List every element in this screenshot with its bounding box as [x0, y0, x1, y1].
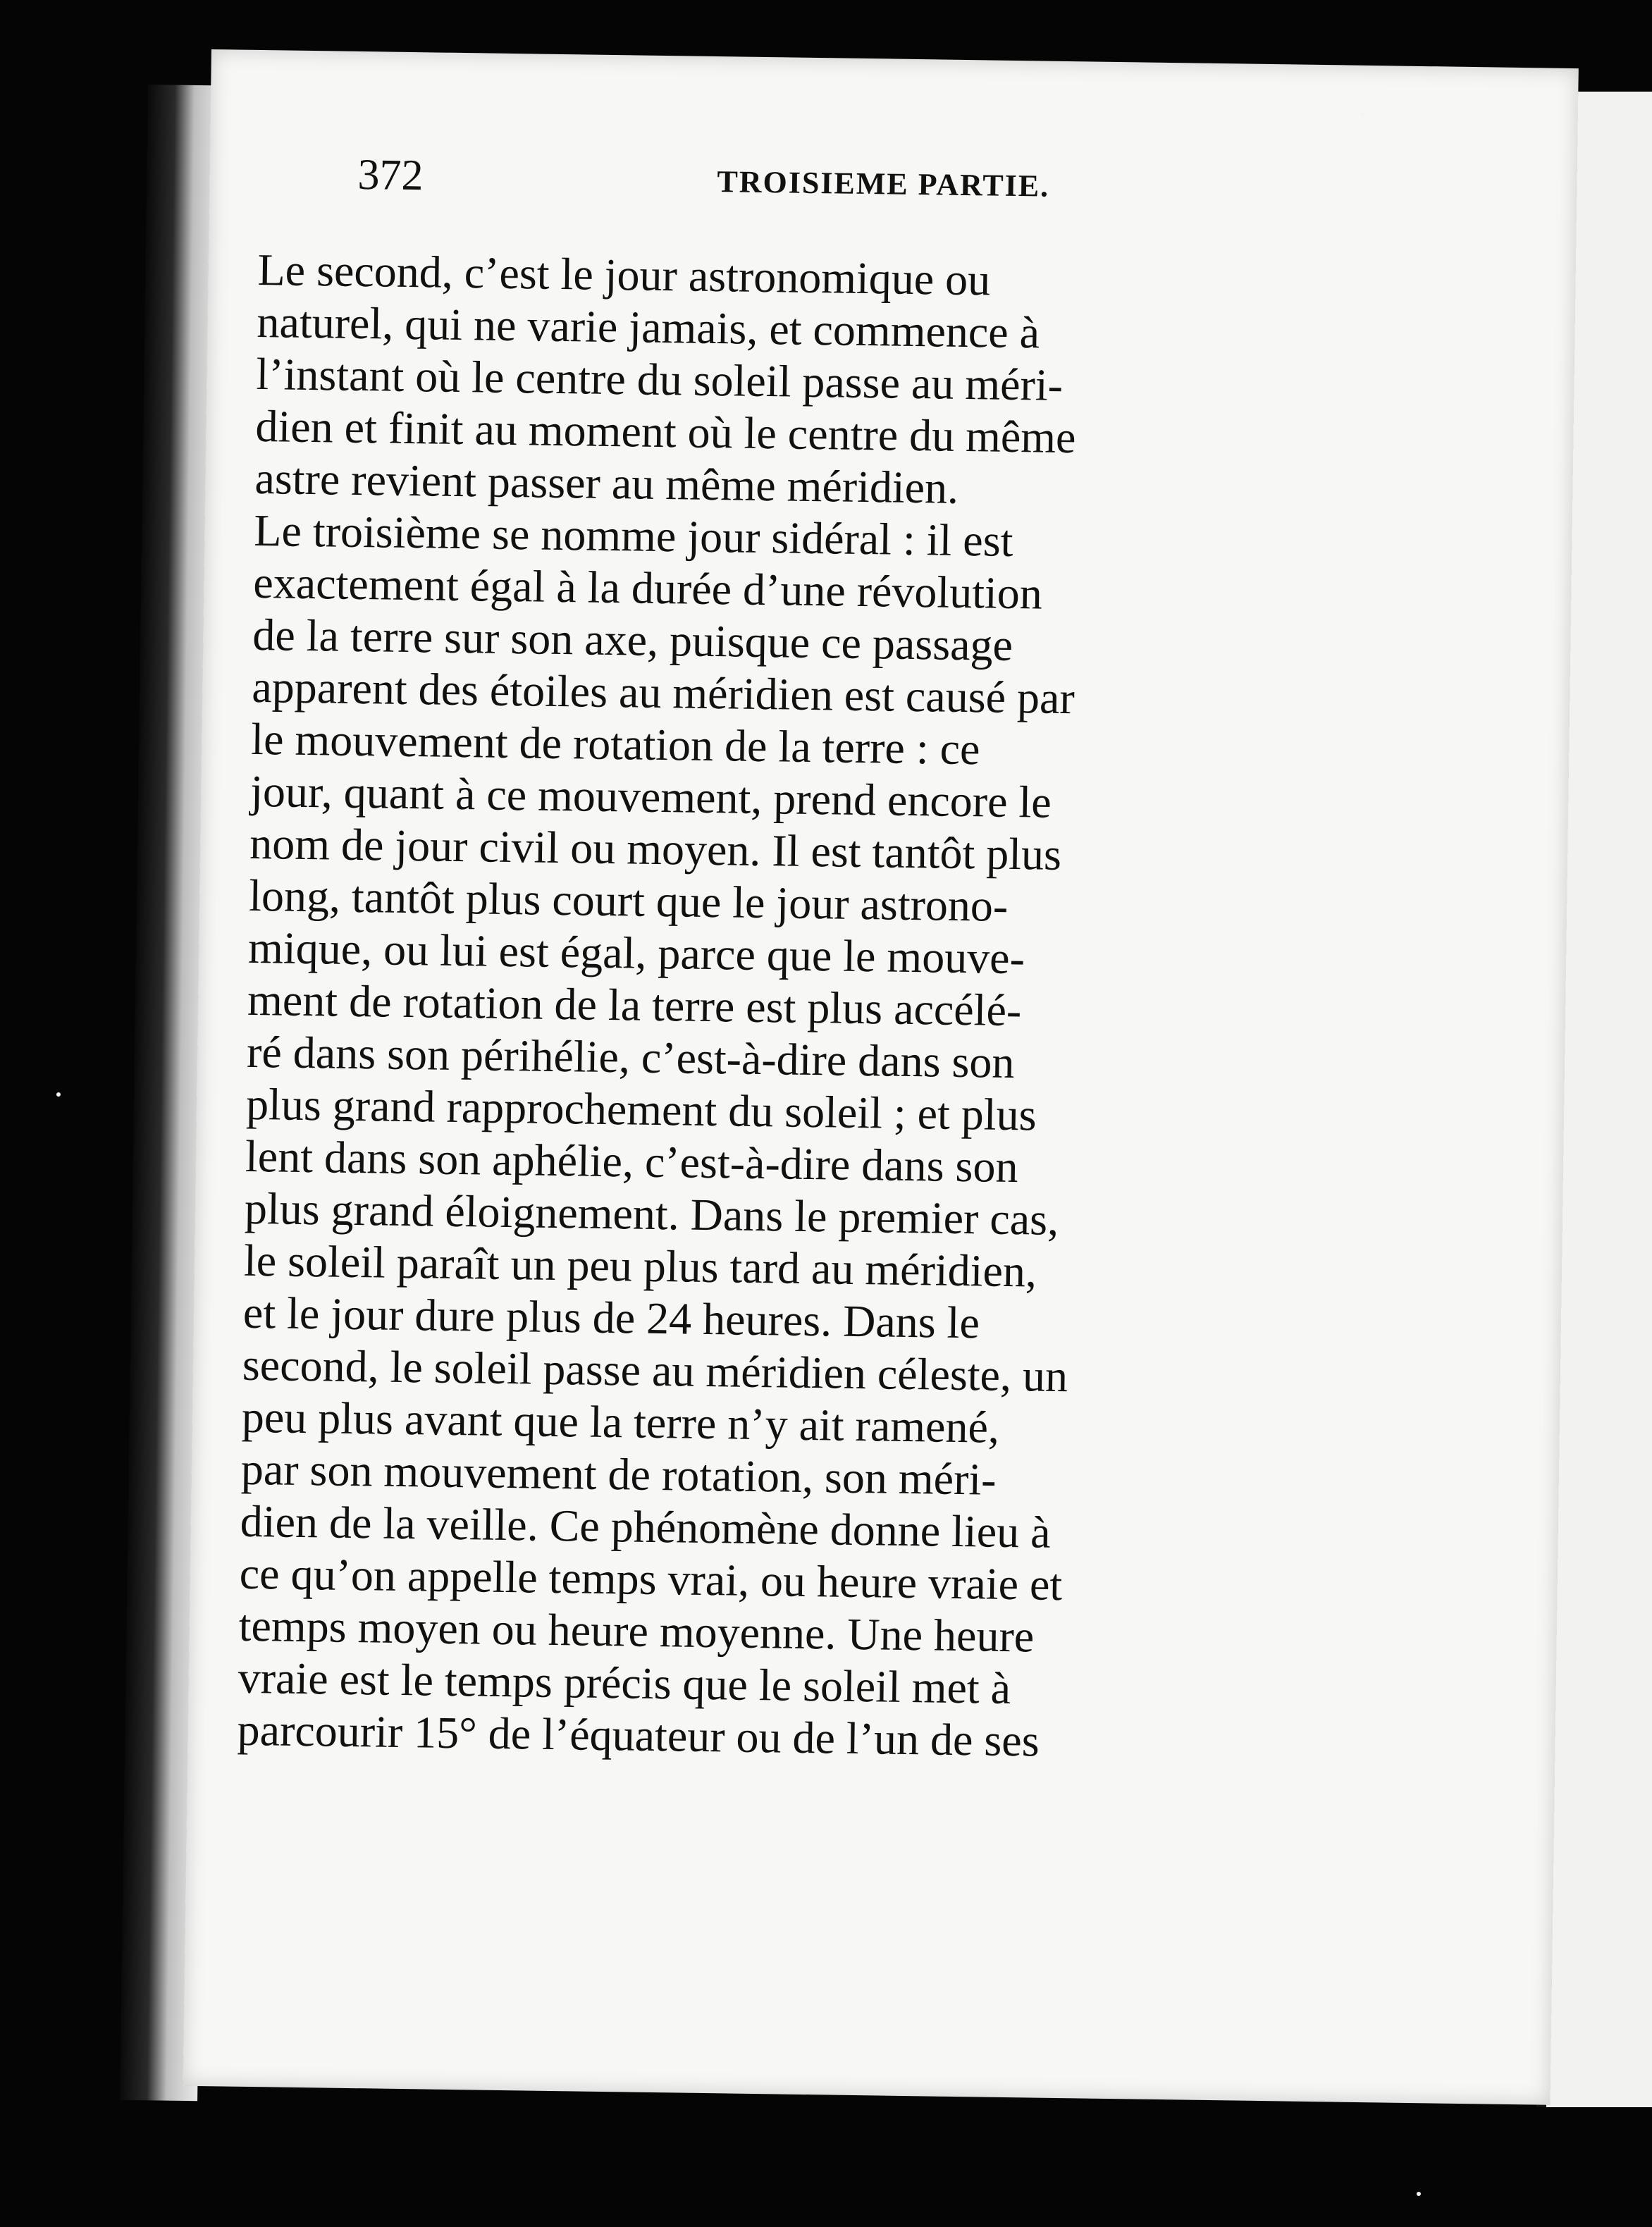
running-title: TROISIEME PARTIE.	[717, 164, 1050, 204]
text-line: long, tantôt plus court que le jour astrono-	[248, 870, 1009, 931]
text-line: mique, ou lui est égal, parce que le mouve-	[247, 922, 1025, 984]
text-line: plus grand rapprochement du soleil ; et plus	[245, 1078, 1037, 1140]
text-line: vraie est le temps précis que le soleil met à	[238, 1652, 1011, 1714]
text-line: par son mouvement de rotation, son méri-	[240, 1443, 997, 1505]
text-line: ce qu’on appelle temps vrai, ou heure vraie et	[239, 1548, 1063, 1610]
text-line: le mouvement de rotation de la terre : ce	[250, 713, 980, 775]
text-line: plus grand éloignement. Dans le premier cas,	[244, 1183, 1059, 1245]
page-header	[357, 150, 1415, 204]
text-line: Le second, c’est le jour astronomique ou	[257, 244, 991, 305]
text-line: Le troisième se nomme jour sidéral : il est	[253, 505, 1013, 566]
text-line: le soleil paraît un peu plus tard au méridien,	[243, 1235, 1037, 1297]
dust-speck	[1360, 113, 1364, 117]
text-line: temps moyen ou heure moyenne. Une heure	[238, 1600, 1035, 1662]
dust-speck	[56, 1092, 61, 1097]
text-line: second, le soleil passe au méridien céleste, un	[242, 1339, 1068, 1402]
text-line: l’instant où le centre du soleil passe au méri-	[256, 348, 1064, 410]
text-line: parcourir 15° de l’équateur ou de l’un de ses	[237, 1704, 1040, 1766]
body-text	[237, 244, 1329, 1771]
text-line: naturel, qui ne varie jamais, et commence à	[257, 296, 1040, 358]
text-line: jour, quant à ce mouvement, prend encore le	[249, 765, 1052, 827]
text-line: ré dans son périhélie, c’est-à-dire dans son	[246, 1026, 1015, 1088]
text-line: dien de la veille. Ce phénomène donne lieu à	[240, 1495, 1052, 1557]
page-number: 372	[357, 150, 424, 200]
text-line: astre revient passer au même méridien.	[254, 452, 959, 513]
text-line: exactement égal à la durée d’une révolution	[252, 557, 1043, 619]
text-line: de la terre sur son axe, puisque ce passage	[252, 609, 1013, 670]
dust-speck	[1417, 2192, 1421, 2196]
text-line: peu plus avant que la terre n’y ait ramené,	[241, 1391, 1000, 1452]
text-line: dien et finit au moment où le centre du même	[255, 400, 1076, 463]
text-line: ment de rotation de la terre est plus accélé-	[247, 974, 1022, 1036]
page-sheet	[183, 49, 1579, 2105]
text-line: apparent des étoiles au méridien est causé par	[251, 661, 1075, 724]
text-line: nom de jour civil ou moyen. Il est tantôt plus	[249, 818, 1062, 880]
text-line: et le jour dure plus de 24 heures. Dans le	[242, 1287, 980, 1348]
text-line: lent dans son aphélie, c’est-à-dire dans son	[245, 1130, 1018, 1192]
